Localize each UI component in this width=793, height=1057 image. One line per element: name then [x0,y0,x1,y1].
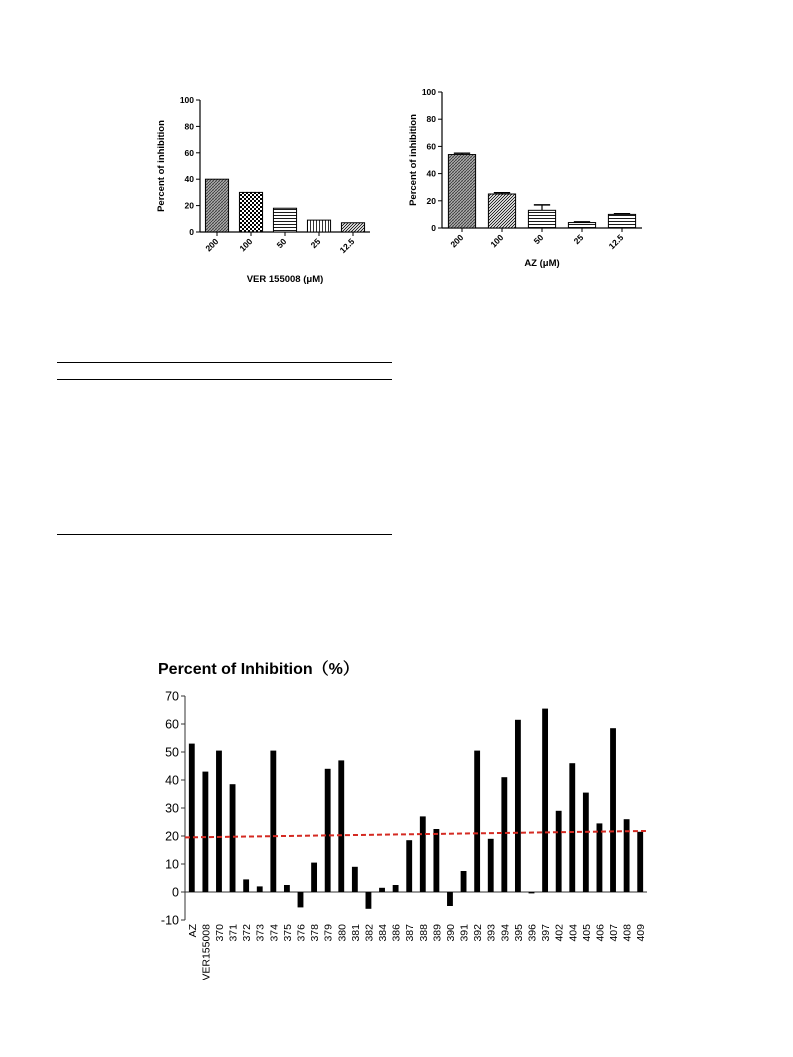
x-tick-label: VER155008 [200,924,213,980]
y-axis-label: Percent of inhibition [156,120,167,212]
bar [515,720,521,892]
bar [556,811,562,892]
x-tick-label: 25 [571,232,586,247]
x-tick-label: 50 [531,232,546,247]
y-tick-label: 40 [426,168,436,179]
bar [366,892,372,909]
x-tick-label: 200 [448,232,466,250]
x-tick-label: 407 [608,924,621,942]
x-tick-label: 390 [444,924,457,942]
c2-svg [402,82,660,272]
y-tick-label: 80 [184,121,194,132]
bar [298,892,304,907]
bar [406,840,412,892]
bar [352,867,358,892]
x-tick-label: 100 [488,232,506,250]
y-tick-label: 60 [184,147,194,158]
x-tick-label: 386 [390,924,403,942]
bar [529,892,535,893]
x-tick-label: 100 [237,236,255,254]
x-tick-label: 200 [203,236,221,254]
x-tick-label: 370 [213,924,226,942]
y-tick-label: 50 [165,745,179,760]
bar [461,871,467,892]
x-tick-label: 393 [485,924,498,942]
bar [243,879,249,892]
x-tick-label: 50 [274,236,289,251]
bar [433,829,439,892]
x-tick-label: 394 [499,924,512,942]
bar [325,769,331,892]
y-tick-label: 20 [426,195,436,206]
bar [569,763,575,892]
bar [341,223,364,232]
x-tick-label: 405 [580,924,593,942]
bar [624,819,630,892]
bar [528,210,555,228]
bar [501,777,507,892]
x-tick-label: 374 [268,924,281,942]
x-tick-label: 402 [553,924,566,942]
bar [270,751,276,892]
bar [202,772,208,892]
c1-svg [150,88,380,288]
table-bottom-rule [57,534,392,535]
y-tick-label: 80 [426,114,436,125]
x-tick-label: 379 [322,924,335,942]
x-tick-label: 391 [458,924,471,942]
y-tick-label: 0 [172,885,179,900]
bar [307,220,330,232]
x-tick-label: 372 [241,924,254,942]
bar [583,793,589,892]
table-top-rule [57,362,392,363]
trendline [185,831,647,837]
bar [257,886,263,892]
table-header-rule [57,379,392,380]
x-tick-label: 404 [567,924,580,942]
x-axis-label: AZ (μM) [524,258,560,269]
x-tick-label: 389 [431,924,444,942]
y-tick-label: -10 [160,913,179,928]
bar [447,892,453,906]
x-tick-label: 378 [309,924,322,942]
y-axis-label: Percent of inhibition [408,114,419,206]
x-tick-label: 382 [363,924,376,942]
bar [637,832,643,892]
x-tick-label: AZ [186,924,199,938]
y-tick-label: 60 [426,141,436,152]
x-tick-label: 375 [281,924,294,942]
x-tick-label: 12.5 [606,232,626,252]
x-tick-label: 408 [621,924,634,942]
bar [474,751,480,892]
c3-svg [150,650,660,980]
x-axis-label: VER 155008 (μM) [246,274,324,285]
y-tick-label: 30 [165,801,179,816]
bar [488,194,515,228]
x-tick-label: 380 [336,924,349,942]
bar [216,751,222,892]
x-tick-label: 373 [254,924,267,942]
x-tick-label: 409 [635,924,648,942]
x-tick-label: 381 [349,924,362,942]
bar [205,179,228,232]
y-tick-label: 20 [184,200,194,211]
x-tick-label: 376 [295,924,308,942]
bar [608,214,635,228]
y-tick-label: 100 [421,87,436,97]
y-tick-label: 70 [165,689,179,704]
y-tick-label: 40 [184,174,194,185]
az-inhibition-chart [402,82,660,272]
x-tick-label: 396 [526,924,539,942]
y-tick-label: 40 [165,773,179,788]
bar [610,728,616,892]
x-tick-label: 384 [377,924,390,942]
y-tick-label: 20 [165,829,179,844]
bar [379,888,385,892]
x-tick-label: 395 [512,924,525,942]
x-tick-label: 397 [540,924,553,942]
x-tick-label: 392 [472,924,485,942]
bar [568,223,595,228]
bar [284,885,290,892]
bar [230,784,236,892]
compound-screen-chart [150,650,660,980]
x-tick-label: 371 [227,924,240,942]
bar [189,744,195,892]
y-tick-label: 100 [179,95,194,105]
x-tick-label: 406 [594,924,607,942]
bar [420,816,426,892]
y-tick-label: 10 [165,857,179,872]
y-tick-label: 0 [189,227,194,237]
ver155008-inhibition-chart [150,88,380,288]
bar [597,823,603,892]
y-tick-label: 0 [431,223,436,233]
x-tick-label: 387 [404,924,417,942]
bar [448,155,475,228]
bar [273,208,296,232]
x-tick-label: 12.5 [337,236,357,256]
x-tick-label: 25 [308,236,323,251]
bar [393,885,399,892]
bar [311,863,317,892]
chart-title: Percent of Inhibition（%） [158,661,359,678]
bar [488,839,494,892]
y-tick-label: 60 [165,717,179,732]
x-tick-label: 388 [417,924,430,942]
bar [542,709,548,892]
bar [239,192,262,232]
bar [338,760,344,892]
